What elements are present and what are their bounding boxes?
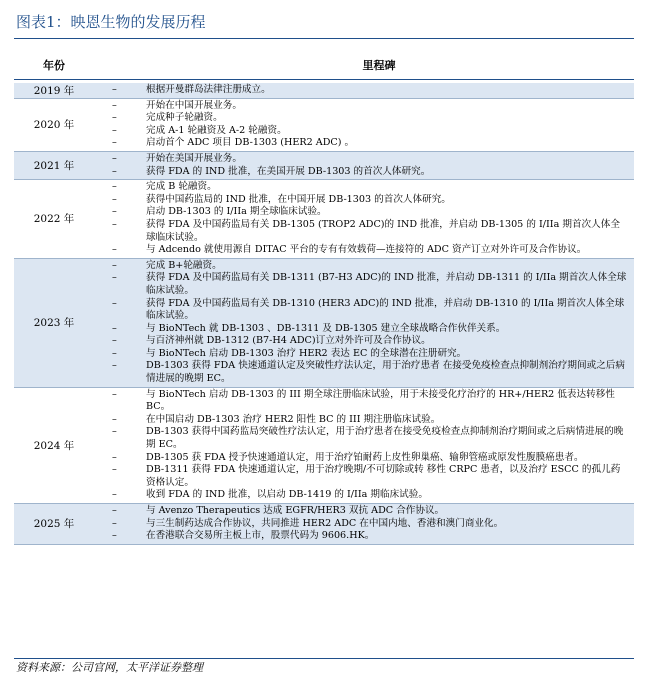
milestone-text: DB-1303 获得中国药监局突破性疗法认定，用于治疗患者在接受免疫检查点抑制剂治疗期间或之后病情进展的晚期 EC。 [146,426,624,451]
year-cell: 2019 年 [33,84,75,97]
bullet-dash: – [112,505,117,516]
table-row [14,152,634,180]
milestone-item [112,297,628,323]
milestone-item [112,322,628,336]
table-row [14,180,634,259]
milestone-text: 开始在美国开展业务。 [146,152,242,164]
bullet-dash: – [112,84,117,95]
milestone-text: 完成 A-1 轮融资及 A-2 轮融资。 [146,124,287,136]
milestone-item [112,517,628,531]
bullet-dash: – [112,165,117,177]
milestone-item [112,165,628,179]
milestone-item [112,347,628,361]
milestone-item [112,530,628,543]
milestone-text: 获得 FDA 及中国药监局有关 DB-1311 (B7-H3 ADC)的 IND 批准，并启动 DB-1311 的 I/IIa 期首次人体全球临床试验。 [146,272,627,296]
header-milestone: 里程碑 [362,59,396,72]
figure-title: 图表1：映恩生物的发展历程 [16,13,206,31]
milestone-item [112,193,628,207]
milestone-list [112,388,634,503]
milestone-table [14,83,634,545]
milestone-text: DB-1311 获得 FDA 快速通道认定，用于治疗晚期/不可切除或转 移性 CRPC 患者，以及治疗 ESCC 的孤儿药资格认定。 [146,464,621,488]
bullet-dash: – [112,347,117,359]
milestone-item [112,84,628,97]
milestone-text: 与 BioNTech 启动 DB-1303 的 III 期全球注册临床试验，用于未接受化疗治疗的 HR+/HER2 低表达转移性 BC。 [146,388,615,413]
milestone-list [112,259,634,387]
bullet-dash: – [112,388,117,400]
milestone-text: 启动 DB-1303 的 I/IIa 期全球临床试验。 [146,206,327,218]
header-divider [14,79,634,80]
table-row [14,83,634,99]
milestone-item [112,206,628,219]
bullet-dash: – [112,124,117,136]
milestone-text: 与 Avenzo Therapeutics 达成 EGFR/HER3 双抗 ADC 合作协议。 [146,505,445,516]
bottom-divider [14,658,634,659]
bullet-dash: – [112,218,117,230]
bullet-dash: – [112,530,117,542]
table-row [14,259,634,388]
milestone-text: 与三生制药达成合作协议，共同推进 HER2 ADC 在中国内地、香港和澳门商业化。 [146,517,504,529]
bullet-dash: – [112,360,117,372]
milestone-item [112,137,628,150]
year-cell: 2021 年 [33,160,75,173]
milestone-text: 收到 FDA 的 IND 批准，以启动 DB-1419 的 I/IIa 期临床试验。 [146,489,428,501]
milestone-item [112,112,628,125]
bullet-dash: – [112,206,117,218]
milestone-item [112,335,628,348]
bullet-dash: – [112,335,117,347]
bullet-dash: – [112,322,117,334]
milestone-text: 与百济神州就 DB-1312 (B7-H4 ADC)订立对外许可及合作协议。 [146,335,431,347]
milestone-item [112,360,628,385]
milestone-text: 获得 FDA 的 IND 批准，在美国开展 DB-1303 的首次人体研究。 [146,165,431,177]
milestone-text: 与 BioNTech 就 DB-1303 、DB-1311 及 DB-1305 建立全球战略合作伙伴关系。 [146,322,506,334]
milestone-item [112,152,628,166]
table-header [14,52,634,78]
milestone-item [112,244,628,257]
milestone-item [112,451,628,465]
year-cell: 2024 年 [33,439,75,452]
bullet-dash: – [112,137,117,149]
bullet-dash: – [112,464,117,476]
bullet-dash: – [112,152,117,164]
table-row [14,388,634,504]
milestone-text: 完成 B+轮融资。 [146,259,222,271]
milestone-text: 获得 FDA 及中国药监局有关 DB-1310 (HER3 ADC)的 IND 批准，并启动 DB-1310 的 I/IIa 期首次人体全球临床试验。 [146,297,625,322]
milestone-text: 与 Adcendo 就使用源自 DITAC 平台的专有有效载荷—连接符的 ADC 资产订立对外许可及合作协议。 [146,244,587,256]
bullet-dash: – [112,489,117,501]
milestone-text: 完成种子轮融资。 [146,112,223,124]
year-cell: 2023 年 [33,317,75,330]
bullet-dash: – [112,297,117,309]
milestone-text: 获得中国药监局的 IND 批准，在中国开展 DB-1303 的首次人体研究。 [146,193,451,205]
bullet-dash: – [112,181,117,193]
milestone-list [112,83,634,98]
bullet-dash: – [112,517,117,529]
milestone-list [112,180,634,258]
bullet-dash: – [112,426,117,438]
bullet-dash: – [112,451,117,463]
milestone-text: 开始在中国开展业务。 [146,99,242,111]
milestone-item [112,124,628,138]
milestone-item [112,181,628,194]
milestone-list [112,99,634,151]
milestone-item [112,413,628,427]
milestone-text: 在香港联合交易所主板上市，股票代码为 9606.HK。 [146,530,375,542]
milestone-item [112,259,628,273]
bullet-dash: – [112,272,117,284]
milestone-list [112,504,634,544]
header-year: 年份 [43,59,65,72]
bullet-dash: – [112,244,117,256]
milestone-item [112,218,628,244]
milestone-text: 根据开曼群岛法律注册成立。 [146,84,271,95]
table-row [14,504,634,545]
milestone-text: 与 BioNTech 启动 DB-1303 治疗 HER2 表达 EC 的全球潜在注册研究。 [146,347,467,359]
bullet-dash: – [112,413,117,425]
milestone-item [112,388,628,414]
milestone-text: DB-1303 获得 FDA 快速通道认定及突破性疗法认定，用于治疗患者 在接受免疫检查点抑制剂治疗期间或之后病情进展的晚期 EC。 [146,360,625,385]
milestone-item [112,505,628,518]
bullet-dash: – [112,99,117,111]
milestone-text: 启动首个 ADC 项目 DB-1303 (HER2 ADC) 。 [146,137,355,149]
milestone-text: DB-1305 获 FDA 授予快速通道认定，用于治疗铂耐药上皮性卵巢癌、输卵管癌或原发性腹膜癌患者。 [146,451,584,463]
milestone-item [112,464,628,489]
milestone-text: 在中国启动 DB-1303 治疗 HER2 阳性 BC 的 III 期注册临床试验。 [146,413,441,425]
bullet-dash: – [112,193,117,205]
year-cell: 2025 年 [33,518,75,531]
milestone-item [112,489,628,502]
bullet-dash: – [112,112,117,124]
year-cell: 2020 年 [33,119,75,132]
milestone-text: 获得 FDA 及中国药监局有关 DB-1305 (TROP2 ADC)的 IND 批准，并启动 DB-1305 的 I/IIa 期首次人体全球临床试验。 [146,218,620,243]
milestone-list [112,152,634,179]
source-note: 资料来源：公司官网，太平洋证券整理 [16,661,203,674]
table-row [14,99,634,152]
top-divider [14,38,634,39]
milestone-item [112,426,628,451]
milestone-item [112,272,628,297]
milestone-item [112,99,628,113]
year-cell: 2022 年 [33,213,75,226]
milestone-text: 完成 B 轮融资。 [146,181,217,193]
bullet-dash: – [112,259,117,271]
